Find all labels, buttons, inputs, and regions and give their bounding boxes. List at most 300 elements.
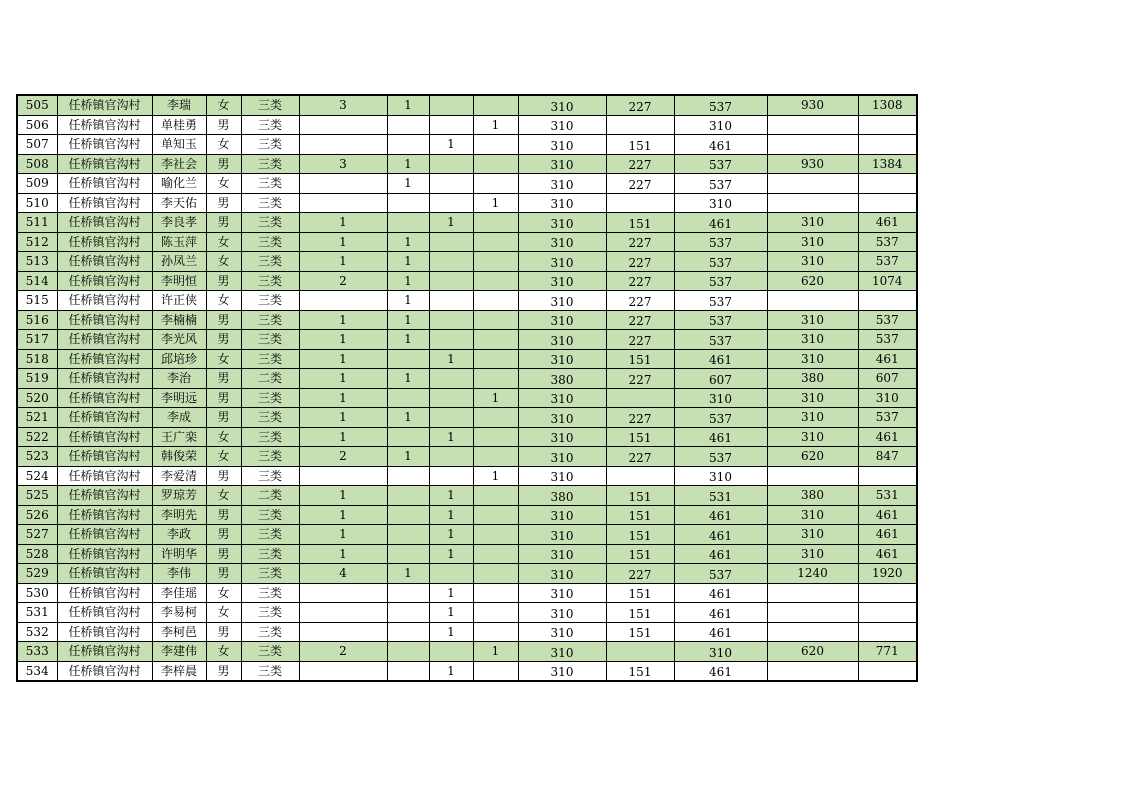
village-cell: 任桥镇官沟村 <box>57 369 152 389</box>
count-a-cell: 1 <box>299 232 387 252</box>
data-table <box>16 94 918 682</box>
amount-f-cell: 227 <box>606 232 674 252</box>
amount-e-cell: 310 <box>518 388 606 408</box>
amount-f-cell <box>606 193 674 213</box>
amount-g-cell: 537 <box>674 232 767 252</box>
amount-i-cell: 607 <box>858 369 917 389</box>
amount-g-cell: 461 <box>674 525 767 545</box>
category-cell: 三类 <box>241 232 299 252</box>
sex-cell: 女 <box>206 232 241 252</box>
sex-cell: 男 <box>206 310 241 330</box>
amount-h-cell <box>767 174 858 194</box>
amount-i-cell: 461 <box>858 544 917 564</box>
person-name-cell: 李明远 <box>152 388 206 408</box>
sex-cell: 女 <box>206 447 241 467</box>
count-b-cell <box>387 213 429 233</box>
count-c-cell <box>429 388 473 408</box>
count-d-cell: 1 <box>473 115 518 135</box>
category-cell: 三类 <box>241 330 299 350</box>
row-number-cell: 511 <box>17 213 57 233</box>
sex-cell: 男 <box>206 661 241 681</box>
amount-e-cell: 310 <box>518 193 606 213</box>
person-name-cell: 邱培珍 <box>152 349 206 369</box>
amount-h-cell: 380 <box>767 486 858 506</box>
amount-i-cell: 1308 <box>858 95 917 115</box>
amount-h-cell <box>767 466 858 486</box>
amount-i-cell: 537 <box>858 310 917 330</box>
count-b-cell: 1 <box>387 154 429 174</box>
amount-f-cell: 227 <box>606 154 674 174</box>
person-name-cell: 韩俊荣 <box>152 447 206 467</box>
amount-i-cell: 461 <box>858 349 917 369</box>
village-cell: 任桥镇官沟村 <box>57 349 152 369</box>
amount-h-cell <box>767 135 858 155</box>
count-d-cell: 1 <box>473 466 518 486</box>
row-number-cell: 534 <box>17 661 57 681</box>
amount-f-cell <box>606 388 674 408</box>
amount-f-cell <box>606 466 674 486</box>
village-cell: 任桥镇官沟村 <box>57 232 152 252</box>
amount-f-cell: 151 <box>606 583 674 603</box>
count-a-cell: 3 <box>299 95 387 115</box>
count-b-cell: 1 <box>387 564 429 584</box>
table-row <box>17 583 917 603</box>
row-number-cell: 516 <box>17 310 57 330</box>
count-c-cell <box>429 193 473 213</box>
count-b-cell: 1 <box>387 271 429 291</box>
village-cell: 任桥镇官沟村 <box>57 388 152 408</box>
amount-h-cell: 620 <box>767 447 858 467</box>
amount-e-cell: 380 <box>518 486 606 506</box>
sex-cell: 男 <box>206 213 241 233</box>
person-name-cell: 李明先 <box>152 505 206 525</box>
person-name-cell: 李建伟 <box>152 642 206 662</box>
count-c-cell <box>429 232 473 252</box>
sex-cell: 女 <box>206 95 241 115</box>
amount-f-cell: 227 <box>606 408 674 428</box>
amount-h-cell: 380 <box>767 369 858 389</box>
count-d-cell <box>473 252 518 272</box>
count-b-cell: 1 <box>387 95 429 115</box>
category-cell: 三类 <box>241 193 299 213</box>
table-row <box>17 330 917 350</box>
amount-g-cell: 537 <box>674 330 767 350</box>
amount-e-cell: 310 <box>518 447 606 467</box>
village-cell: 任桥镇官沟村 <box>57 95 152 115</box>
amount-h-cell: 930 <box>767 154 858 174</box>
row-number-cell: 528 <box>17 544 57 564</box>
person-name-cell: 李社会 <box>152 154 206 174</box>
count-c-cell: 1 <box>429 583 473 603</box>
amount-e-cell: 310 <box>518 564 606 584</box>
amount-f-cell: 227 <box>606 291 674 311</box>
village-cell: 任桥镇官沟村 <box>57 466 152 486</box>
category-cell: 三类 <box>241 603 299 623</box>
village-cell: 任桥镇官沟村 <box>57 174 152 194</box>
count-d-cell <box>473 661 518 681</box>
count-b-cell <box>387 525 429 545</box>
count-c-cell: 1 <box>429 505 473 525</box>
category-cell: 三类 <box>241 447 299 467</box>
amount-e-cell: 310 <box>518 310 606 330</box>
sex-cell: 男 <box>206 330 241 350</box>
count-a-cell: 2 <box>299 447 387 467</box>
category-cell: 三类 <box>241 427 299 447</box>
village-cell: 任桥镇官沟村 <box>57 661 152 681</box>
table-row <box>17 115 917 135</box>
person-name-cell: 李明恒 <box>152 271 206 291</box>
amount-e-cell: 310 <box>518 154 606 174</box>
amount-h-cell: 1240 <box>767 564 858 584</box>
amount-g-cell: 537 <box>674 154 767 174</box>
count-a-cell: 1 <box>299 213 387 233</box>
sex-cell: 女 <box>206 642 241 662</box>
count-b-cell <box>387 622 429 642</box>
table-row <box>17 174 917 194</box>
table-row <box>17 447 917 467</box>
table-row <box>17 603 917 623</box>
count-d-cell <box>473 174 518 194</box>
amount-f-cell: 151 <box>606 603 674 623</box>
sex-cell: 男 <box>206 369 241 389</box>
row-number-cell: 513 <box>17 252 57 272</box>
amount-h-cell: 310 <box>767 349 858 369</box>
person-name-cell: 陈玉萍 <box>152 232 206 252</box>
category-cell: 三类 <box>241 271 299 291</box>
person-name-cell: 李易柯 <box>152 603 206 623</box>
table-row <box>17 486 917 506</box>
sex-cell: 女 <box>206 349 241 369</box>
count-d-cell <box>473 408 518 428</box>
amount-g-cell: 461 <box>674 661 767 681</box>
amount-i-cell <box>858 115 917 135</box>
village-cell: 任桥镇官沟村 <box>57 622 152 642</box>
amount-i-cell: 847 <box>858 447 917 467</box>
count-a-cell: 1 <box>299 525 387 545</box>
amount-g-cell: 461 <box>674 603 767 623</box>
table-row <box>17 232 917 252</box>
amount-h-cell <box>767 583 858 603</box>
amount-i-cell: 537 <box>858 330 917 350</box>
amount-g-cell: 537 <box>674 252 767 272</box>
row-number-cell: 533 <box>17 642 57 662</box>
sex-cell: 女 <box>206 174 241 194</box>
village-cell: 任桥镇官沟村 <box>57 642 152 662</box>
amount-g-cell: 461 <box>674 622 767 642</box>
row-number-cell: 522 <box>17 427 57 447</box>
amount-g-cell: 461 <box>674 544 767 564</box>
table-row <box>17 154 917 174</box>
category-cell: 三类 <box>241 154 299 174</box>
category-cell: 二类 <box>241 369 299 389</box>
amount-h-cell <box>767 622 858 642</box>
amount-f-cell: 227 <box>606 174 674 194</box>
amount-f-cell: 227 <box>606 252 674 272</box>
village-cell: 任桥镇官沟村 <box>57 135 152 155</box>
amount-i-cell: 537 <box>858 232 917 252</box>
amount-f-cell: 151 <box>606 135 674 155</box>
row-number-cell: 529 <box>17 564 57 584</box>
count-a-cell: 1 <box>299 505 387 525</box>
sex-cell: 男 <box>206 154 241 174</box>
count-c-cell <box>429 369 473 389</box>
row-number-cell: 526 <box>17 505 57 525</box>
person-name-cell: 李柯邑 <box>152 622 206 642</box>
sex-cell: 男 <box>206 544 241 564</box>
person-name-cell: 孙凤兰 <box>152 252 206 272</box>
table-row <box>17 408 917 428</box>
count-d-cell <box>473 525 518 545</box>
person-name-cell: 李天佑 <box>152 193 206 213</box>
amount-f-cell: 227 <box>606 271 674 291</box>
amount-g-cell: 537 <box>674 564 767 584</box>
person-name-cell: 李治 <box>152 369 206 389</box>
table-row <box>17 252 917 272</box>
count-a-cell <box>299 174 387 194</box>
count-b-cell: 1 <box>387 232 429 252</box>
village-cell: 任桥镇官沟村 <box>57 564 152 584</box>
amount-e-cell: 310 <box>518 95 606 115</box>
count-b-cell <box>387 427 429 447</box>
amount-i-cell <box>858 603 917 623</box>
category-cell: 三类 <box>241 388 299 408</box>
amount-h-cell: 310 <box>767 213 858 233</box>
row-number-cell: 520 <box>17 388 57 408</box>
count-b-cell <box>387 466 429 486</box>
village-cell: 任桥镇官沟村 <box>57 583 152 603</box>
amount-i-cell: 461 <box>858 213 917 233</box>
amount-i-cell: 1384 <box>858 154 917 174</box>
row-number-cell: 514 <box>17 271 57 291</box>
category-cell: 三类 <box>241 408 299 428</box>
amount-h-cell: 310 <box>767 310 858 330</box>
person-name-cell: 李佳瑶 <box>152 583 206 603</box>
sex-cell: 女 <box>206 291 241 311</box>
count-a-cell: 1 <box>299 486 387 506</box>
row-number-cell: 508 <box>17 154 57 174</box>
amount-i-cell: 461 <box>858 505 917 525</box>
row-number-cell: 506 <box>17 115 57 135</box>
amount-i-cell: 771 <box>858 642 917 662</box>
count-c-cell <box>429 447 473 467</box>
amount-i-cell <box>858 661 917 681</box>
table-row <box>17 544 917 564</box>
amount-e-cell: 310 <box>518 232 606 252</box>
amount-f-cell: 151 <box>606 213 674 233</box>
count-c-cell: 1 <box>429 622 473 642</box>
category-cell: 三类 <box>241 525 299 545</box>
table-row <box>17 642 917 662</box>
amount-f-cell: 151 <box>606 525 674 545</box>
amount-i-cell: 310 <box>858 388 917 408</box>
person-name-cell: 罗琼芳 <box>152 486 206 506</box>
amount-e-cell: 310 <box>518 252 606 272</box>
amount-h-cell <box>767 603 858 623</box>
count-c-cell: 1 <box>429 349 473 369</box>
count-a-cell <box>299 622 387 642</box>
count-b-cell: 1 <box>387 291 429 311</box>
count-a-cell: 3 <box>299 154 387 174</box>
count-b-cell <box>387 115 429 135</box>
village-cell: 任桥镇官沟村 <box>57 252 152 272</box>
village-cell: 任桥镇官沟村 <box>57 330 152 350</box>
category-cell: 三类 <box>241 544 299 564</box>
category-cell: 三类 <box>241 505 299 525</box>
table-row <box>17 349 917 369</box>
count-d-cell <box>473 622 518 642</box>
table-row <box>17 661 917 681</box>
count-d-cell <box>473 95 518 115</box>
sex-cell: 女 <box>206 135 241 155</box>
category-cell: 三类 <box>241 252 299 272</box>
table-row <box>17 310 917 330</box>
row-number-cell: 519 <box>17 369 57 389</box>
count-b-cell: 1 <box>387 252 429 272</box>
count-d-cell <box>473 603 518 623</box>
count-d-cell <box>473 271 518 291</box>
village-cell: 任桥镇官沟村 <box>57 486 152 506</box>
sex-cell: 男 <box>206 505 241 525</box>
amount-f-cell: 227 <box>606 447 674 467</box>
amount-f-cell: 227 <box>606 310 674 330</box>
table-row <box>17 271 917 291</box>
count-d-cell <box>473 583 518 603</box>
amount-e-cell: 310 <box>518 330 606 350</box>
amount-f-cell <box>606 115 674 135</box>
amount-g-cell: 537 <box>674 95 767 115</box>
table-row <box>17 95 917 115</box>
amount-g-cell: 537 <box>674 174 767 194</box>
count-a-cell <box>299 603 387 623</box>
category-cell: 三类 <box>241 213 299 233</box>
amount-e-cell: 310 <box>518 174 606 194</box>
amount-g-cell: 607 <box>674 369 767 389</box>
row-number-cell: 515 <box>17 291 57 311</box>
count-d-cell <box>473 213 518 233</box>
count-a-cell: 1 <box>299 369 387 389</box>
count-d-cell <box>473 310 518 330</box>
person-name-cell: 喻化兰 <box>152 174 206 194</box>
amount-h-cell: 310 <box>767 408 858 428</box>
count-c-cell <box>429 408 473 428</box>
amount-e-cell: 310 <box>518 603 606 623</box>
row-number-cell: 524 <box>17 466 57 486</box>
person-name-cell: 李光风 <box>152 330 206 350</box>
amount-i-cell: 461 <box>858 427 917 447</box>
table-row <box>17 135 917 155</box>
count-c-cell: 1 <box>429 213 473 233</box>
village-cell: 任桥镇官沟村 <box>57 603 152 623</box>
row-number-cell: 523 <box>17 447 57 467</box>
count-a-cell: 1 <box>299 388 387 408</box>
row-number-cell: 505 <box>17 95 57 115</box>
count-d-cell <box>473 291 518 311</box>
count-d-cell <box>473 232 518 252</box>
category-cell: 三类 <box>241 310 299 330</box>
amount-e-cell: 310 <box>518 661 606 681</box>
amount-e-cell: 310 <box>518 213 606 233</box>
village-cell: 任桥镇官沟村 <box>57 427 152 447</box>
count-a-cell <box>299 661 387 681</box>
row-number-cell: 510 <box>17 193 57 213</box>
amount-g-cell: 461 <box>674 505 767 525</box>
count-c-cell <box>429 115 473 135</box>
amount-i-cell: 537 <box>858 408 917 428</box>
amount-f-cell: 227 <box>606 330 674 350</box>
row-number-cell: 530 <box>17 583 57 603</box>
count-a-cell <box>299 115 387 135</box>
count-c-cell: 1 <box>429 135 473 155</box>
category-cell: 二类 <box>241 486 299 506</box>
amount-h-cell: 620 <box>767 271 858 291</box>
amount-i-cell: 461 <box>858 525 917 545</box>
category-cell: 三类 <box>241 564 299 584</box>
amount-i-cell <box>858 466 917 486</box>
village-cell: 任桥镇官沟村 <box>57 291 152 311</box>
count-a-cell: 2 <box>299 642 387 662</box>
sex-cell: 男 <box>206 408 241 428</box>
category-cell: 三类 <box>241 583 299 603</box>
village-cell: 任桥镇官沟村 <box>57 193 152 213</box>
sex-cell: 男 <box>206 115 241 135</box>
count-d-cell <box>473 486 518 506</box>
table-row <box>17 193 917 213</box>
sex-cell: 男 <box>206 388 241 408</box>
count-d-cell <box>473 544 518 564</box>
amount-h-cell <box>767 115 858 135</box>
amount-g-cell: 461 <box>674 135 767 155</box>
count-c-cell <box>429 95 473 115</box>
table-row <box>17 291 917 311</box>
sex-cell: 女 <box>206 427 241 447</box>
category-cell: 三类 <box>241 115 299 135</box>
count-a-cell: 1 <box>299 349 387 369</box>
sex-cell: 女 <box>206 603 241 623</box>
amount-i-cell: 1920 <box>858 564 917 584</box>
row-number-cell: 525 <box>17 486 57 506</box>
category-cell: 三类 <box>241 622 299 642</box>
amount-g-cell: 310 <box>674 115 767 135</box>
count-c-cell <box>429 642 473 662</box>
amount-f-cell: 151 <box>606 486 674 506</box>
amount-g-cell: 537 <box>674 447 767 467</box>
person-name-cell: 李瑞 <box>152 95 206 115</box>
person-name-cell: 王广栾 <box>152 427 206 447</box>
count-d-cell <box>473 427 518 447</box>
amount-h-cell: 310 <box>767 525 858 545</box>
amount-e-cell: 310 <box>518 544 606 564</box>
table-row <box>17 213 917 233</box>
village-cell: 任桥镇官沟村 <box>57 213 152 233</box>
count-c-cell <box>429 154 473 174</box>
village-cell: 任桥镇官沟村 <box>57 505 152 525</box>
count-c-cell <box>429 310 473 330</box>
amount-g-cell: 461 <box>674 349 767 369</box>
count-d-cell: 1 <box>473 193 518 213</box>
amount-f-cell: 151 <box>606 622 674 642</box>
village-cell: 任桥镇官沟村 <box>57 447 152 467</box>
amount-f-cell: 151 <box>606 661 674 681</box>
category-cell: 三类 <box>241 174 299 194</box>
amount-e-cell: 310 <box>518 466 606 486</box>
count-c-cell <box>429 271 473 291</box>
count-a-cell: 1 <box>299 330 387 350</box>
person-name-cell: 李成 <box>152 408 206 428</box>
table-row <box>17 564 917 584</box>
count-d-cell <box>473 447 518 467</box>
amount-e-cell: 310 <box>518 115 606 135</box>
count-c-cell <box>429 252 473 272</box>
